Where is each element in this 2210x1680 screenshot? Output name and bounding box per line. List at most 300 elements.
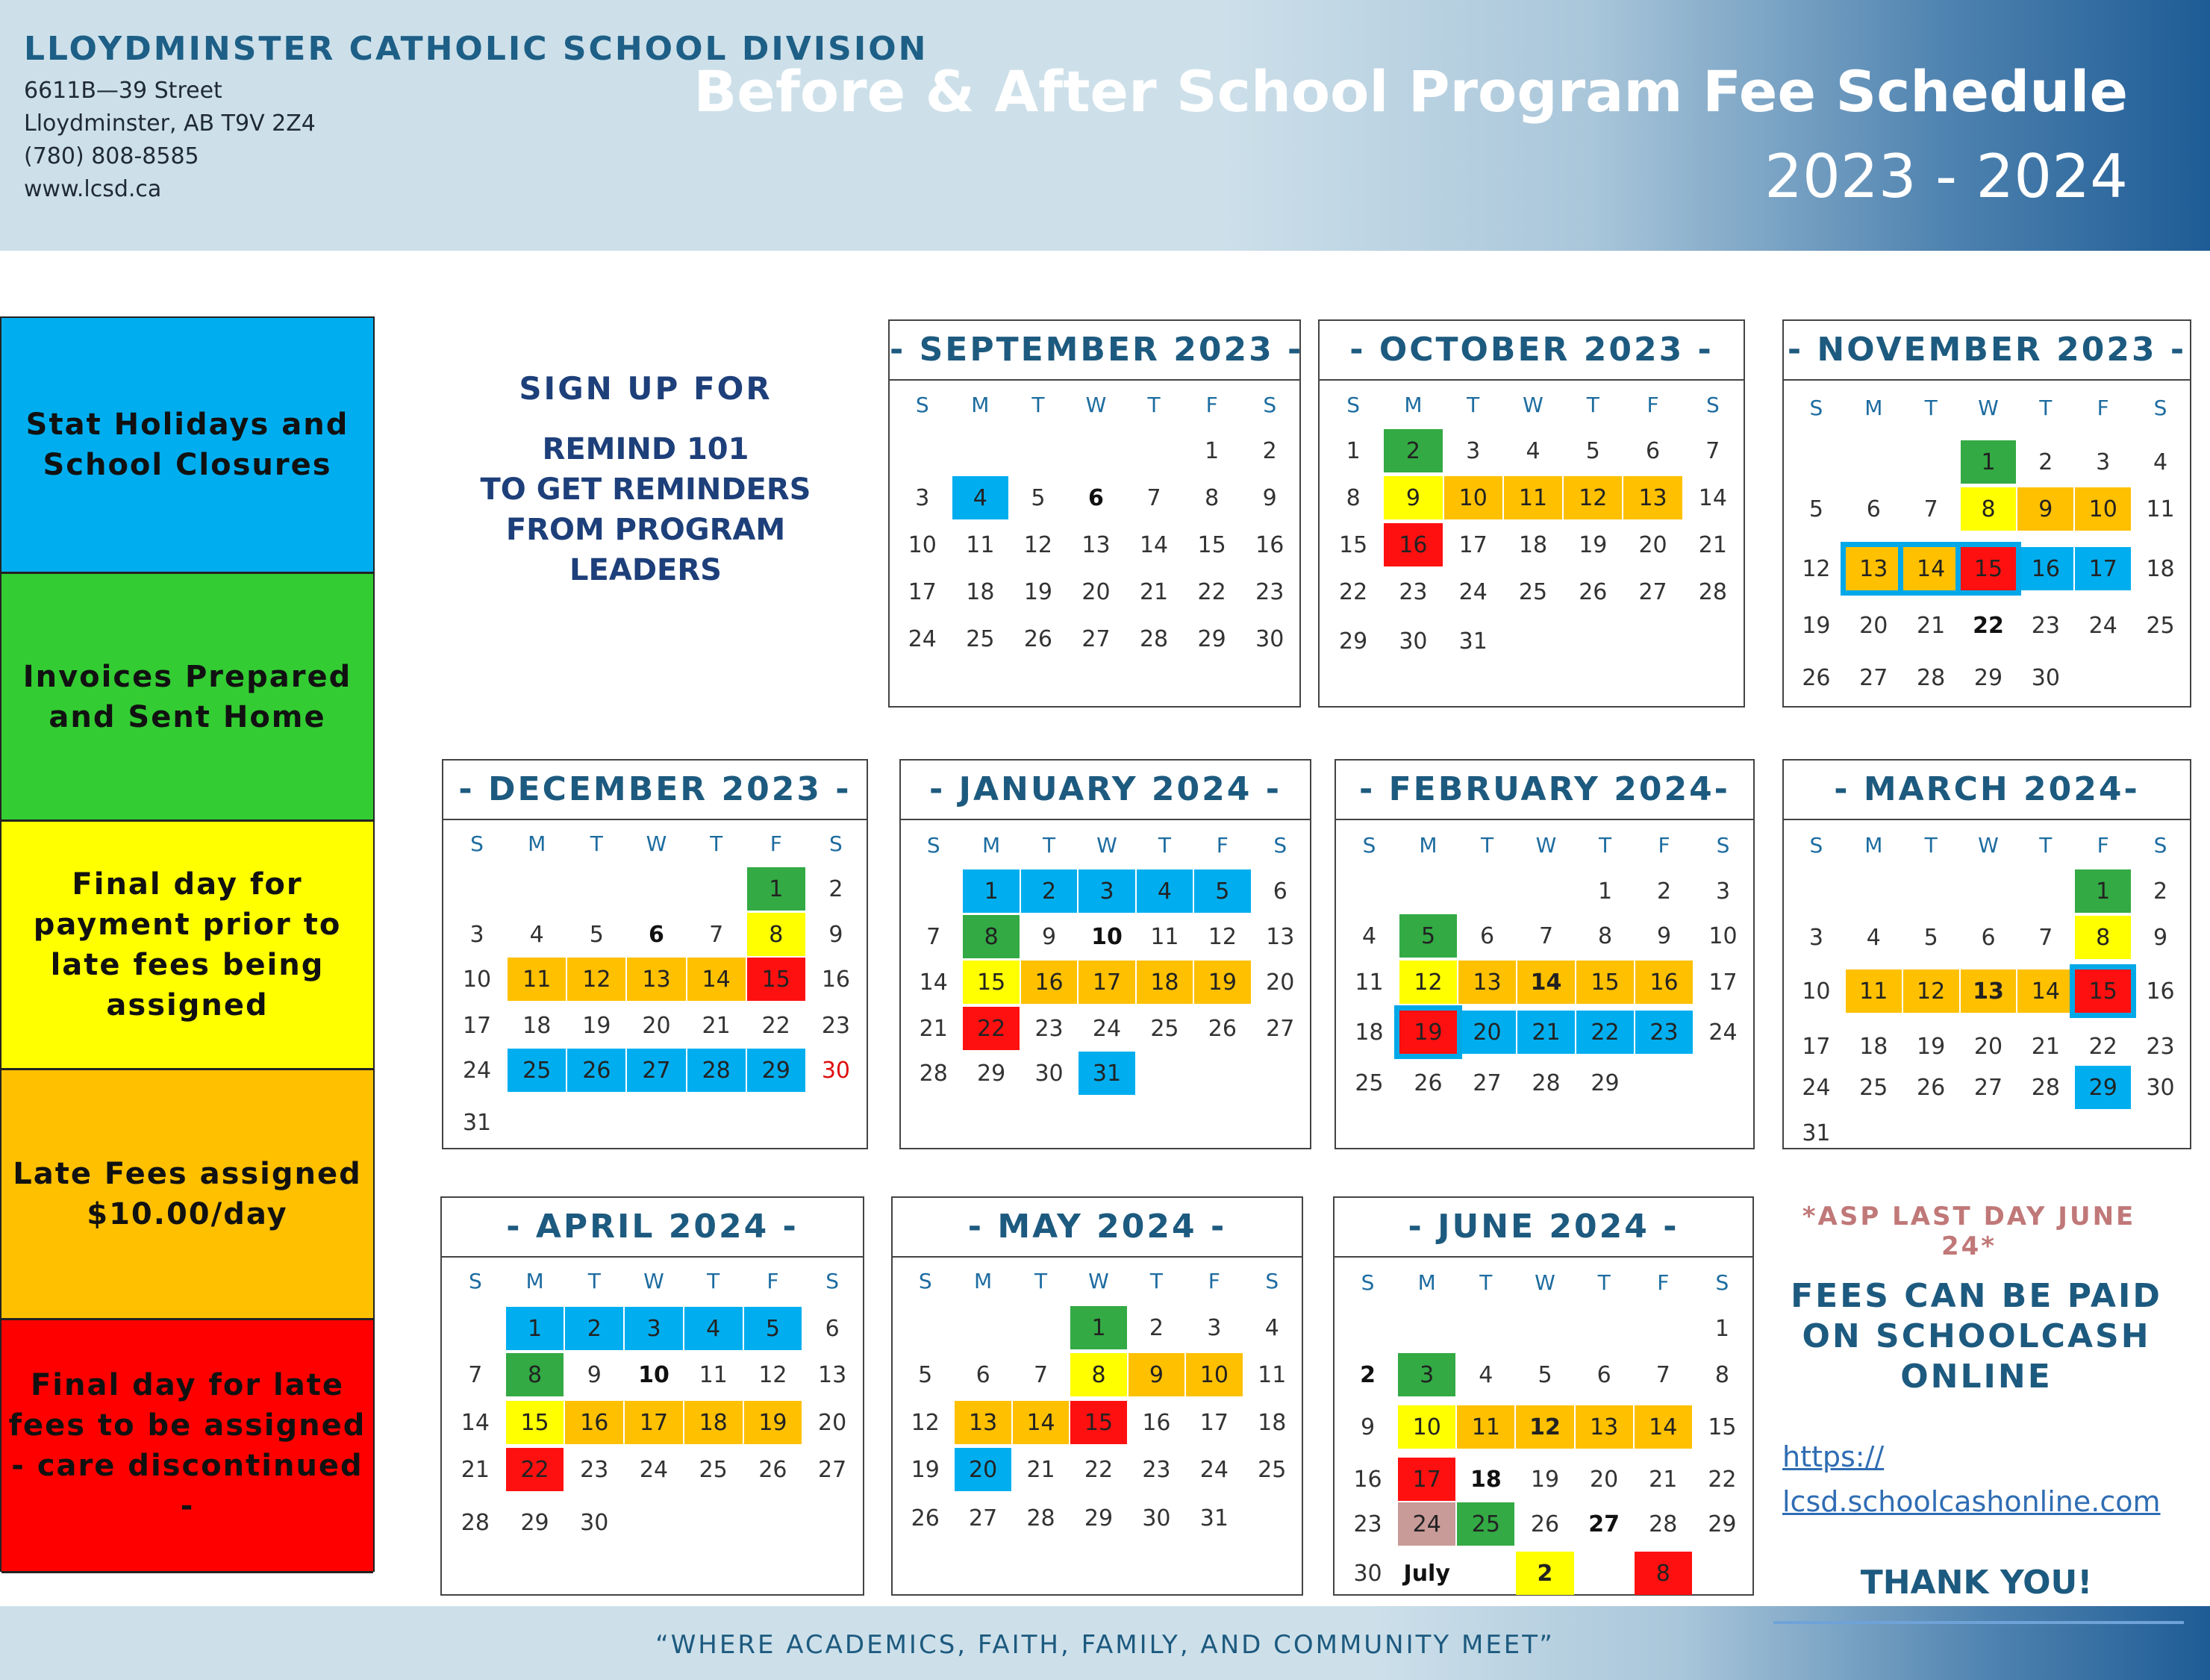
calendar-day: 19 bbox=[1023, 578, 1053, 605]
calendar-day: 20 bbox=[1973, 1033, 2003, 1060]
calendar-day: 13 bbox=[1961, 969, 2017, 1013]
calendar-day: 13 bbox=[1846, 547, 1902, 590]
weekday-header-tue: T bbox=[1043, 833, 1056, 858]
calendar-day: 5 bbox=[1194, 869, 1250, 913]
calendar-day: 9 bbox=[2153, 924, 2168, 951]
weekday-header-sat: S bbox=[1705, 393, 1720, 417]
weekday-header-wed: W bbox=[646, 831, 667, 856]
calendar-day: 3 bbox=[469, 921, 484, 948]
calendar-day: 24 bbox=[1458, 578, 1488, 605]
calendar-day: 19 bbox=[582, 1012, 611, 1039]
calendar-day: 15 bbox=[2075, 969, 2131, 1013]
calendar-day: 27 bbox=[1266, 1015, 1295, 1042]
calendar-day: 10 bbox=[1802, 978, 1831, 1005]
asp-last-day-note: *ASP LAST DAY JUNE 24* bbox=[1802, 1202, 2136, 1261]
signup-heading: SIGN UP FOR bbox=[519, 370, 772, 407]
weekday-header-wed: W bbox=[1978, 396, 1999, 420]
calendar-day: 6 bbox=[1981, 924, 1996, 951]
calendar-day: 28 bbox=[919, 1060, 948, 1087]
calendar-day: 25 bbox=[1859, 1074, 1888, 1101]
weekday-header-sat: S bbox=[1715, 1270, 1729, 1295]
calendar-month-title: - DECEMBER 2023 - bbox=[443, 761, 867, 820]
footer-motto: “WHERE ACADEMICS, FAITH, FAMILY, AND COMMUNITY MEET” bbox=[655, 1630, 1555, 1660]
calendar-day: 30 bbox=[1399, 628, 1428, 655]
weekday-header-mon: M bbox=[528, 831, 546, 856]
calendar-day: 29 bbox=[1197, 625, 1226, 652]
calendar-day: 17 bbox=[1802, 1033, 1831, 1060]
calendar-day: 25 bbox=[1518, 578, 1548, 605]
calendar-day: 13 bbox=[1266, 923, 1295, 950]
calendar-day: 2 bbox=[2153, 878, 2168, 905]
weekday-header-fri: F bbox=[1658, 833, 1670, 858]
calendar-day: 29 bbox=[1973, 664, 2003, 691]
calendar-day: 24 bbox=[1708, 1019, 1738, 1046]
calendar-day: 15 bbox=[1070, 1401, 1126, 1444]
calendar-day: 30 bbox=[2146, 1074, 2175, 1101]
calendar-day: 16 bbox=[821, 966, 850, 993]
weekday-header-mon: M bbox=[1417, 1270, 1436, 1295]
calendar-day: 23 bbox=[1353, 1511, 1382, 1537]
calendar-day: 17 bbox=[625, 1401, 683, 1444]
weekday-header-fri: F bbox=[1216, 833, 1229, 858]
weekday-header-thu: T bbox=[1586, 393, 1599, 417]
calendar-day: 5 bbox=[1538, 1361, 1552, 1388]
calendar-day: 13 bbox=[1623, 476, 1682, 519]
calendar-day: 13 bbox=[627, 958, 685, 1001]
calendar-day: 29 bbox=[1591, 1069, 1620, 1096]
calendar-day: 1 bbox=[1346, 437, 1361, 464]
calendar-day: 23 bbox=[580, 1456, 609, 1483]
weekday-header-mon: M bbox=[1404, 393, 1423, 417]
weekday-header-thu: T bbox=[1147, 393, 1161, 417]
weekday-header-wed: W bbox=[1096, 833, 1117, 858]
calendar-day: 7 bbox=[926, 923, 941, 950]
weekday-header-tue: T bbox=[590, 831, 603, 856]
schoolcash-link-line-2[interactable]: lcsd.schoolcashonline.com bbox=[1782, 1485, 2161, 1518]
legend-label bbox=[23, 657, 352, 737]
weekday-header-sun: S bbox=[918, 1269, 932, 1293]
legend-label-line: and Sent Home bbox=[49, 699, 326, 734]
calendar-day: 16 bbox=[1353, 1466, 1382, 1493]
calendar-day: 26 bbox=[1802, 664, 1831, 691]
calendar-day: 16 bbox=[1635, 961, 1693, 1004]
calendar-day: 26 bbox=[567, 1049, 625, 1092]
legend-label-line: late fees being bbox=[50, 948, 325, 982]
calendar-day: 11 bbox=[1258, 1361, 1287, 1388]
calendar-day: 21 bbox=[1917, 612, 1946, 639]
calendar-day: 23 bbox=[821, 1012, 850, 1039]
calendar-day: 27 bbox=[1859, 664, 1888, 691]
calendar-month-title: - OCTOBER 2023 - bbox=[1320, 321, 1744, 381]
calendar-month-title: - JUNE 2024 - bbox=[1335, 1198, 1752, 1258]
calendar-day: 7 bbox=[1923, 496, 1938, 522]
legend-label-line: Stat Holidays and bbox=[25, 407, 349, 442]
calendar-day: 2 bbox=[1262, 437, 1277, 464]
calendar-day: 28 bbox=[1026, 1505, 1055, 1531]
calendar-day: 24 bbox=[2088, 612, 2117, 639]
calendar-day: 8 bbox=[1635, 1552, 1692, 1595]
calendar-day: 22 bbox=[2088, 1033, 2117, 1060]
calendar-day: 17 bbox=[1708, 969, 1738, 996]
calendar-day: 4 bbox=[952, 476, 1009, 519]
calendar-day: 13 bbox=[818, 1361, 847, 1388]
calendar-day: 17 bbox=[1079, 961, 1134, 1004]
calendar-day: 12 bbox=[1516, 1405, 1573, 1449]
calendar-day: 22 bbox=[963, 1007, 1019, 1050]
calendar-day: 15 bbox=[506, 1401, 564, 1444]
calendar-day: 23 bbox=[1142, 1456, 1171, 1483]
calendar-day: 1 bbox=[1070, 1306, 1126, 1349]
legend-label-line: assigned bbox=[106, 988, 269, 1022]
legend-label-line: School Closures bbox=[43, 448, 332, 482]
calendar-day: 11 bbox=[699, 1361, 728, 1388]
calendar-day: 8 bbox=[1714, 1361, 1729, 1388]
calendar-day: 2 bbox=[2038, 449, 2053, 475]
calendar-day: 16 bbox=[2017, 547, 2073, 590]
calendar-day: 22 bbox=[1973, 612, 2004, 639]
calendar-month-title: - JANUARY 2024 - bbox=[901, 761, 1310, 820]
calendar-day: 28 bbox=[2031, 1074, 2060, 1101]
weekday-header-fri: F bbox=[1657, 1270, 1670, 1295]
calendar-day: 17 bbox=[2075, 547, 2131, 590]
calendar-day: 5 bbox=[1585, 437, 1600, 464]
calendar-day: 12 bbox=[758, 1361, 787, 1388]
legend-stat-holidays bbox=[1, 318, 373, 574]
calendar-day: 13 bbox=[955, 1401, 1011, 1444]
calendar-day: 5 bbox=[1031, 484, 1046, 511]
weekday-header-tue: T bbox=[1924, 396, 1938, 420]
calendar-day: 2 bbox=[1384, 429, 1442, 472]
calendar-day: 1 bbox=[963, 869, 1019, 913]
calendar-day: 8 bbox=[747, 913, 805, 956]
calendar-day: 29 bbox=[977, 1060, 1006, 1087]
calendar-day: 7 bbox=[1034, 1361, 1049, 1388]
calendar-day: 27 bbox=[1973, 1074, 2003, 1101]
calendar-day: 11 bbox=[1355, 969, 1384, 996]
weekday-header-fri: F bbox=[1205, 393, 1218, 417]
weekday-header-mon: M bbox=[1864, 833, 1883, 858]
calendar-day: 2 bbox=[1021, 869, 1077, 913]
weekday-header-tue: T bbox=[1924, 833, 1938, 858]
weekday-header-fri: F bbox=[2097, 396, 2109, 420]
calendar-day: 14 bbox=[2017, 969, 2073, 1013]
calendar-day: 28 bbox=[1139, 625, 1169, 652]
calendar-day: 15 bbox=[747, 958, 805, 1001]
org-phone: (780) 808-8585 bbox=[24, 143, 199, 169]
weekday-header-sun: S bbox=[1361, 1270, 1375, 1295]
calendar-day: 16 bbox=[1384, 523, 1442, 566]
calendar-day: July bbox=[1403, 1560, 1450, 1587]
weekday-header-sat: S bbox=[1273, 833, 1287, 858]
calendar-day: 30 bbox=[580, 1509, 609, 1536]
calendar-day: 25 bbox=[2146, 612, 2175, 639]
calendar-day: 10 bbox=[638, 1361, 669, 1388]
header-banner bbox=[0, 0, 2210, 251]
weekday-header-sat: S bbox=[1263, 393, 1277, 417]
calendar-day: 5 bbox=[918, 1361, 933, 1388]
calendar-day: 25 bbox=[1355, 1069, 1384, 1096]
calendar-day: 11 bbox=[966, 531, 995, 558]
fees-line-3: ONLINE bbox=[1900, 1358, 2053, 1396]
calendar-day: 14 bbox=[1698, 484, 1727, 511]
signup-line-remind: REMIND 101 bbox=[542, 432, 749, 466]
calendar-day: 18 bbox=[2146, 555, 2175, 582]
calendar-day: 16 bbox=[1255, 531, 1285, 558]
calendar-day: 2 bbox=[1516, 1552, 1573, 1595]
calendar-day: 6 bbox=[825, 1315, 840, 1342]
calendar-day: 24 bbox=[639, 1456, 669, 1483]
calendar-month-title: - SEPTEMBER 2023 - bbox=[890, 321, 1299, 381]
calendar-month bbox=[891, 1196, 1303, 1596]
calendar-month bbox=[1333, 1196, 1754, 1596]
calendar-day: 28 bbox=[1698, 578, 1727, 605]
calendar-day: 25 bbox=[1150, 1015, 1179, 1042]
calendar-day: 2 bbox=[565, 1307, 623, 1350]
calendar-day: 12 bbox=[1399, 961, 1457, 1004]
calendar-day: 7 bbox=[468, 1361, 483, 1388]
weekday-header-mon: M bbox=[1864, 396, 1883, 420]
calendar-day: 14 bbox=[1517, 961, 1575, 1004]
calendar-day: 20 bbox=[1859, 612, 1888, 639]
calendar-day: 19 bbox=[1194, 961, 1250, 1004]
calendar-day: 10 bbox=[1091, 923, 1123, 950]
calendar-day: 4 bbox=[2153, 449, 2168, 475]
calendar-day: 27 bbox=[1638, 578, 1667, 605]
weekday-header-sun: S bbox=[1809, 833, 1823, 858]
calendar-day: 10 bbox=[1444, 476, 1502, 519]
calendar-day: 14 bbox=[687, 958, 746, 1001]
calendar-day: 26 bbox=[1208, 1015, 1237, 1042]
calendar-day: 2 bbox=[1656, 878, 1672, 905]
calendar-day: 8 bbox=[1346, 484, 1361, 511]
calendar-day: 19 bbox=[1399, 1011, 1457, 1054]
calendar-day: 26 bbox=[1414, 1069, 1443, 1096]
calendar-day: 22 bbox=[1084, 1456, 1114, 1483]
weekday-header-thu: T bbox=[2039, 833, 2053, 858]
calendar-day: 3 bbox=[1466, 437, 1481, 464]
calendar-day: 22 bbox=[1197, 578, 1226, 605]
weekday-header-thu: T bbox=[2039, 396, 2053, 420]
color-legend bbox=[0, 316, 375, 1572]
calendar-day: 29 bbox=[520, 1509, 549, 1536]
calendar-day: 3 bbox=[1808, 924, 1823, 951]
calendar-day: 12 bbox=[1802, 555, 1831, 582]
calendar-day: 4 bbox=[684, 1307, 743, 1350]
calendar-day: 8 bbox=[506, 1353, 564, 1396]
weekday-header-sun: S bbox=[915, 393, 929, 417]
legend-label bbox=[13, 1154, 362, 1234]
weekday-header-thu: T bbox=[707, 1269, 720, 1293]
weekday-header-wed: W bbox=[1978, 833, 1999, 858]
signup-line-leaders: LEADERS bbox=[569, 553, 722, 587]
calendar-month bbox=[442, 759, 868, 1149]
calendar-day: 4 bbox=[1264, 1314, 1279, 1341]
calendar-day: 18 bbox=[1258, 1409, 1287, 1436]
calendar-day: 9 bbox=[1384, 476, 1442, 519]
weekday-header-fri: F bbox=[1646, 393, 1659, 417]
calendar-day: 24 bbox=[908, 625, 937, 652]
calendar-day: 18 bbox=[1137, 961, 1193, 1004]
calendar-day: 5 bbox=[1399, 914, 1457, 958]
fees-payment-note bbox=[1775, 1276, 2178, 1397]
calendar-day: 13 bbox=[1576, 1405, 1633, 1449]
legend-label-line: payment prior to bbox=[33, 908, 342, 942]
calendar-day: 18 bbox=[1859, 1033, 1888, 1060]
calendar-day: 7 bbox=[1538, 922, 1554, 949]
calendar-day: 1 bbox=[1714, 1315, 1729, 1342]
calendar-day: 21 bbox=[702, 1012, 731, 1039]
calendar-day: 23 bbox=[1255, 578, 1285, 605]
calendar-day: 5 bbox=[1923, 924, 1938, 951]
calendar-month bbox=[888, 319, 1304, 708]
calendar-day: 25 bbox=[1258, 1456, 1287, 1483]
calendar-day: 13 bbox=[1081, 531, 1111, 558]
calendar-day: 29 bbox=[747, 1049, 805, 1092]
calendar-month-title: - FEBRUARY 2024- bbox=[1336, 761, 1753, 820]
calendar-day: 19 bbox=[744, 1401, 802, 1444]
calendar-day: 30 bbox=[2031, 664, 2060, 691]
weekday-header-wed: W bbox=[1085, 393, 1107, 417]
calendar-month-title: - MARCH 2024- bbox=[1784, 761, 2190, 820]
calendar-day: 15 bbox=[1339, 531, 1368, 558]
legend-label-line: Invoices Prepared bbox=[22, 659, 352, 694]
legend-late-fees bbox=[1, 1070, 373, 1320]
calendar-day: 18 bbox=[1470, 1466, 1502, 1493]
calendar-day: 4 bbox=[1526, 437, 1541, 464]
calendar-day: 30 bbox=[1255, 625, 1285, 652]
legend-label-line: fees to be assigned bbox=[8, 1408, 366, 1443]
calendar-day: 19 bbox=[911, 1456, 940, 1483]
calendar-month bbox=[1782, 759, 2191, 1149]
calendar-month-title: - NOVEMBER 2023 - bbox=[1784, 321, 2190, 381]
weekday-header-mon: M bbox=[525, 1269, 544, 1293]
footer-accent-line bbox=[1773, 1621, 2184, 1624]
weekday-header-sat: S bbox=[829, 831, 843, 856]
calendar-day: 4 bbox=[1866, 924, 1881, 951]
calendar-day: 21 bbox=[2031, 1033, 2060, 1060]
calendar-day: 20 bbox=[1590, 1466, 1619, 1493]
legend-label bbox=[34, 864, 342, 1025]
calendar-day: 26 bbox=[1530, 1511, 1560, 1537]
org-website[interactable]: www.lcsd.ca bbox=[24, 176, 162, 202]
calendar-day: 7 bbox=[2038, 924, 2053, 951]
calendar-day: 1 bbox=[747, 867, 805, 911]
calendar-day: 9 bbox=[1129, 1353, 1184, 1396]
calendar-day: 26 bbox=[758, 1456, 787, 1483]
calendar-day: 8 bbox=[1597, 922, 1613, 949]
calendar-day: 12 bbox=[911, 1409, 940, 1436]
calendar-day: 20 bbox=[1638, 531, 1667, 558]
calendar-day: 9 bbox=[587, 1361, 602, 1388]
calendar-day: 25 bbox=[966, 625, 995, 652]
calendar-day: 1 bbox=[2075, 869, 2131, 913]
calendar-day: 17 bbox=[908, 578, 937, 605]
calendar-day: 17 bbox=[1458, 531, 1488, 558]
calendar-day: 3 bbox=[1398, 1353, 1455, 1396]
weekday-header-sat: S bbox=[1716, 833, 1730, 858]
weekday-header-fri: F bbox=[1208, 1269, 1220, 1293]
calendar-month bbox=[899, 759, 1311, 1149]
calendar-day: 10 bbox=[1398, 1405, 1455, 1449]
calendar-day: 12 bbox=[1023, 531, 1053, 558]
calendar-day: 7 bbox=[1655, 1361, 1670, 1388]
calendar-day: 6 bbox=[1596, 1361, 1611, 1388]
calendar-day: 13 bbox=[1458, 961, 1516, 1004]
schoolcash-link-line-1[interactable]: https:// bbox=[1782, 1440, 1885, 1473]
legend-label-line: Final day for late bbox=[30, 1368, 345, 1402]
calendar-day: 30 bbox=[1353, 1560, 1382, 1587]
calendar-day: 10 bbox=[1186, 1353, 1242, 1396]
calendar-day: 6 bbox=[1273, 878, 1287, 905]
calendar-day: 24 bbox=[1092, 1015, 1122, 1042]
calendar-day: 6 bbox=[1646, 437, 1661, 464]
calendar-day: 22 bbox=[1339, 578, 1368, 605]
weekday-header-sun: S bbox=[1809, 396, 1823, 420]
remind-signup-notice bbox=[448, 370, 843, 590]
calendar-day: 8 bbox=[1070, 1353, 1126, 1396]
calendar-day: 24 bbox=[1398, 1502, 1455, 1546]
calendar-day: 16 bbox=[1142, 1409, 1171, 1436]
calendar-day: 18 bbox=[684, 1401, 743, 1444]
fees-line-1: FEES CAN BE PAID bbox=[1791, 1277, 2162, 1315]
calendar-day: 6 bbox=[649, 921, 664, 948]
calendar-month bbox=[440, 1196, 864, 1596]
calendar-day: 31 bbox=[462, 1109, 492, 1136]
calendar-day: 20 bbox=[642, 1012, 671, 1039]
weekday-header-sat: S bbox=[2153, 833, 2167, 858]
calendar-day: 1 bbox=[1961, 440, 2017, 484]
weekday-header-tue: T bbox=[1031, 393, 1045, 417]
calendar-day: 26 bbox=[911, 1505, 940, 1531]
calendar-day: 29 bbox=[1084, 1505, 1114, 1531]
calendar-day: 23 bbox=[1399, 578, 1428, 605]
calendar-day: 24 bbox=[1199, 1456, 1229, 1483]
calendar-day: 25 bbox=[508, 1049, 566, 1092]
calendar-day: 31 bbox=[1079, 1052, 1134, 1095]
org-address-line-1: 6611B—39 Street bbox=[24, 78, 222, 104]
calendar-day: 30 bbox=[1142, 1505, 1171, 1531]
calendar-day: 22 bbox=[506, 1448, 564, 1491]
calendar-day: 25 bbox=[699, 1456, 728, 1483]
calendar-day: 26 bbox=[1579, 578, 1608, 605]
calendar-day: 5 bbox=[589, 921, 604, 948]
calendar-day: 18 bbox=[966, 578, 995, 605]
calendar-day: 29 bbox=[1708, 1511, 1737, 1537]
calendar-day: 3 bbox=[2096, 449, 2111, 475]
calendar-month bbox=[1782, 319, 2191, 708]
calendar-day: 15 bbox=[963, 961, 1019, 1004]
calendar-day: 18 bbox=[1518, 531, 1548, 558]
calendar-day: 20 bbox=[818, 1409, 847, 1436]
calendar-day: 16 bbox=[1021, 961, 1077, 1004]
legend-final-payment-day bbox=[1, 822, 373, 1070]
calendar-day: 9 bbox=[1656, 922, 1672, 949]
calendar-day: 4 bbox=[529, 921, 544, 948]
calendar-day: 16 bbox=[565, 1401, 623, 1444]
weekday-header-thu: T bbox=[1149, 1269, 1163, 1293]
calendar-day: 20 bbox=[1081, 578, 1111, 605]
weekday-header-sun: S bbox=[470, 831, 484, 856]
calendar-day: 22 bbox=[1708, 1466, 1737, 1493]
calendar-day: 1 bbox=[1597, 878, 1613, 905]
weekday-header-tue: T bbox=[1480, 833, 1494, 858]
legend-label-line: $10.00/day bbox=[87, 1197, 288, 1231]
calendar-day: 24 bbox=[1802, 1074, 1831, 1101]
calendar-day: 3 bbox=[1079, 869, 1134, 913]
calendar-day: 21 bbox=[461, 1456, 490, 1483]
weekday-header-wed: W bbox=[1523, 393, 1543, 417]
weekday-header-sat: S bbox=[825, 1269, 840, 1293]
